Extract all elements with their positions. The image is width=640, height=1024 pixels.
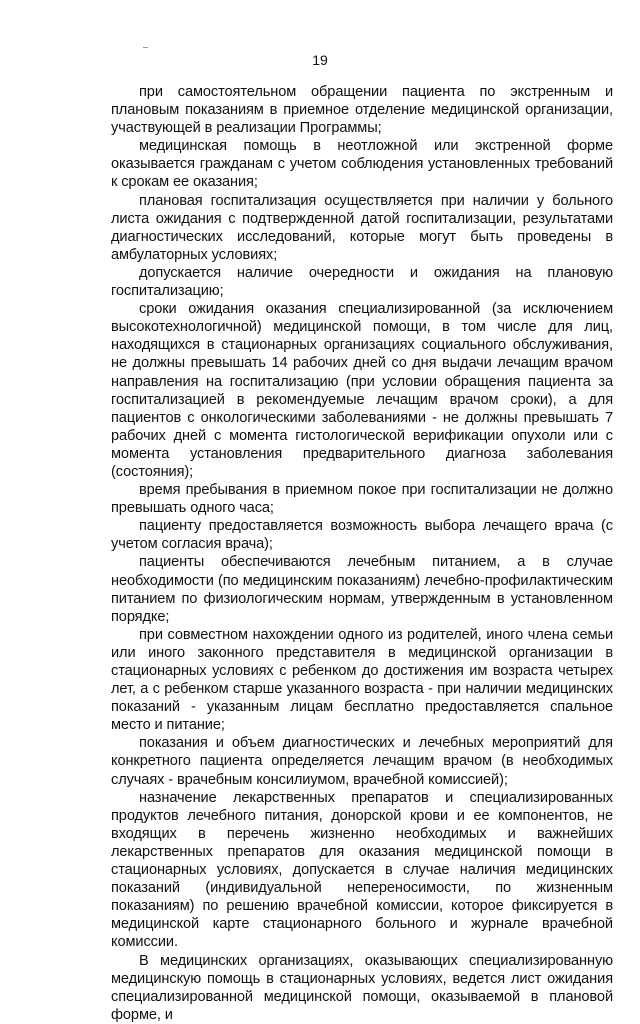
paragraph: медицинская помощь в неотложной или экстренной форме оказывается гражданам с учетом соблюдения установленных требований к срокам ее оказания; <box>111 138 613 191</box>
paragraph: при совместном нахождении одного из родителей, иного члена семьи или иного законного представителя в медицинской организации в стационарных условиях с ребенком до достижения им возраста четырех лет, а с ребенком старше указанного возраста - при наличии медицинских показаний - указанным лицам бесплатно предоставляется спальное место и питание; <box>111 626 613 734</box>
paragraph: В медицинских организациях, оказывающих специализированную медицинскую помощь в стационарных условиях, ведется лист ожидания специализированной медицинской помощи, оказываемой в плановой форме, и <box>111 952 613 1023</box>
body-text <box>111 83 613 1024</box>
paragraph: назначение лекарственных препаратов и специализированных продуктов лечебного питания, донорской крови и ее компонентов, не входящих в перечень жизненно необходимых и важнейших лекарственных препаратов для оказания медицинской помощи в стационарных условиях, допускается в случае наличия медицинских показаний (индивидуальной непереносимости, по жизненным показаниям) по решению врачебной комиссии, которое фиксируется в медицинской карте стационарного больного и журнале врачебной комиссии. <box>111 789 613 951</box>
scan-mark <box>143 47 148 48</box>
paragraph: сроки ожидания оказания специализированной (за исключением высокотехнологичной) медицинской помощи, в том числе для лиц, находящихся в стационарных организациях социального обслуживания, не должны превышать 14 рабочих дней со дня выдачи лечащим врачом направления на госпитализацию (при условии обращения пациента за госпитализацией в рекомендуемые лечащим врачом сроки), а для пациентов с онкологическими заболеваниями - не должны превышать 7 рабочих дней с момента гистологической верификации опухоли или с момента установления предварительного диагноза заболевания (состояния); <box>111 301 613 480</box>
paragraph: показания и объем диагностических и лечебных мероприятий для конкретного пациента определяется лечащим врачом (в необходимых случаях - врачебным консилиумом, врачебной комиссией); <box>111 735 613 788</box>
paragraph: время пребывания в приемном покое при госпитализации не должно превышать одного часа; <box>111 482 613 517</box>
paragraph: пациенту предоставляется возможность выбора лечащего врача (с учетом согласия врача); <box>111 518 613 553</box>
paragraph: плановая госпитализация осуществляется при наличии у больного листа ожидания с подтвержденной датой госпитализации, результатами диагностических исследований, которые могут быть проведены в амбулаторных условиях; <box>111 192 613 263</box>
paragraph: пациенты обеспечиваются лечебным питанием, а в случае необходимости (по медицинским показаниям) лечебно-профилактическим питанием по физиологическим нормам, утвержденным в установленном порядке; <box>111 554 613 625</box>
paragraph: допускается наличие очередности и ожидания на плановую госпитализацию; <box>111 264 613 300</box>
page-number: 19 <box>312 52 328 68</box>
paragraph: при самостоятельном обращении пациента по экстренным и плановым показаниям в приемное отделение медицинской организации, участвующей в реализации Программы; <box>111 84 613 137</box>
